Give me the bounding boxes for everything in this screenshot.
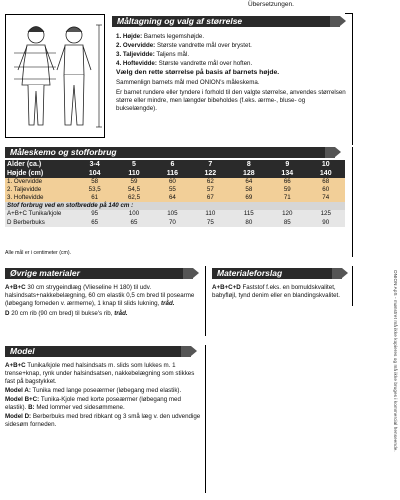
table-header-height: Højde (cm) 104 110 116 122 128 134 140 (5, 169, 345, 178)
suggest-text: A+B+C+D Faststof f.eks. en bomuldskvalitet, babyfløjl, tynd denim eller en blandingskvalitet. (212, 284, 340, 300)
top-text: Übersetzungen. (248, 1, 294, 8)
model-bc: Model B+C: Tunika-Kjole med korte poseærmer (løbegang med elastik). B: Med lommer ved sidesømmene. (5, 396, 181, 412)
child-figure-illustration (5, 14, 105, 138)
table-row: 2. Taljevidde 53,5 54,5 55 57 58 59 60 (5, 186, 345, 194)
measure-item-waist: 3. Taljevidde: Taljens mål. (116, 51, 190, 59)
boy-figure-icon (57, 27, 91, 125)
materials-text (5, 284, 203, 319)
measure-item-chest: 2. Overvidde: Største vandrette mål over brystet. (116, 42, 252, 50)
suggest-section-header (212, 268, 342, 279)
model-text (5, 362, 203, 431)
measure-list (116, 33, 346, 114)
measure-title: Måltagning og valg af størrelse (117, 16, 243, 26)
model-a: Model A: Tunika med lange poseærmer (løbegang med elastik). (5, 387, 182, 395)
model-abc: A+B+C Tunika/kjole med halsindsats m. slids som lukkes m. 1 trense+knap, rynk under halsindsatsen, nakkebelægning som stikkes fast på bagstykket. (5, 362, 195, 386)
fabric-title-row: Stof forbrug ved en stofbredde på 140 cm : (5, 202, 345, 210)
model-d: Model D: Berberbuks med bred ribkant og 3 små læg v. den udvendige sidesøm forneden. (5, 413, 201, 429)
copyright-side-text: ONION ApS - mønstret må ikke kopieres og må ikke bruges i kommercial henseende. (393, 270, 398, 452)
girl-figure-icon (18, 27, 54, 126)
materials-abc: A+B+C 30 cm strygeindlæg (Vlieseline H 180) til udv. halsindsats+nakkebelægning, 60 cm elastik 0,5 cm bred til posearme (løbegang forneden v. ærmerne), 1 knap til slids lukning, tråd. (5, 284, 195, 308)
materials-title: Øvrige materialer (10, 268, 80, 278)
table-row: 1. Overvidde 58 59 60 62 64 66 68 (5, 178, 345, 186)
chart-title: Måleskemo og stofforbrug (10, 147, 117, 157)
table-row: A+B+C Tunika/kjole 95 100 105 110 115 120 125 (5, 210, 345, 218)
table-row: 3. Hoftevidde 61 62,5 64 67 69 71 74 (5, 194, 345, 202)
measure-item-height: 1. Højde: Barnets legemshøjde. (116, 33, 205, 40)
size-table (5, 160, 345, 227)
measure-compare: Sammenlign barnets mål med ONION's måleskema. (116, 79, 260, 87)
materials-d: D 20 cm rib (90 cm bred) til bukse's rib, tråd. (5, 310, 128, 318)
table-footnote: Alle mål er i centimeter (cm). (5, 250, 72, 256)
suggest-title: Materialeforslag (217, 268, 283, 278)
table-header-age: Alder (ca.) 3-4 5 6 7 8 9 10 (5, 160, 345, 169)
measure-section-header (112, 16, 340, 27)
measure-item-hip: 4. Hoftevidde: Største vandrette mål over hoften. (116, 60, 253, 68)
table-row: D Berberbuks 65 65 70 75 80 85 90 (5, 219, 345, 227)
measure-bold-line: Vælg den rette størrelse på basis af barnets højde. (116, 69, 280, 77)
model-title: Model (10, 346, 35, 356)
model-section-header (5, 346, 191, 357)
materials-section-header (5, 268, 193, 279)
measure-note: Er barnet rundere eller tyndere i forhold til den valgte størrelse, anvendes størrelsen større eller mindre, men længder bibeholdes (f.eks. ærme-, bluse- og bukselængde). (116, 89, 346, 113)
chart-section-header (5, 147, 335, 158)
